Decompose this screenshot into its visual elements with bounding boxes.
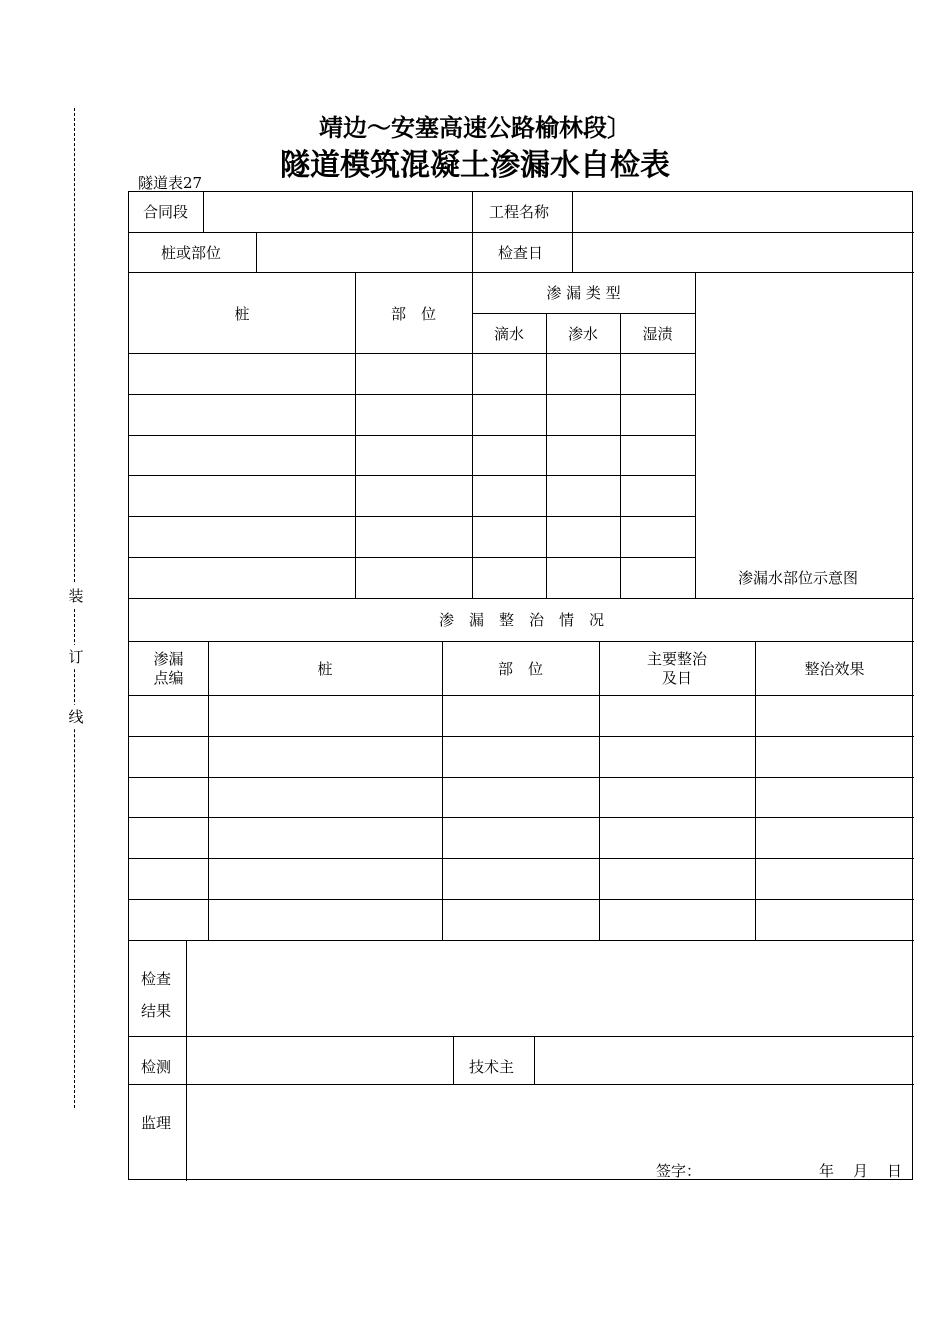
document-title-line1: 靖边～安塞高速公路榆林段〕 <box>319 114 631 142</box>
tech-chief-label: 技术主 <box>469 1058 515 1076</box>
col-part-header-2: 部 位 <box>497 660 543 678</box>
col-point-no-header-line1: 渗漏 <box>153 650 184 668</box>
leak-type-header: 渗 漏 类 型 <box>546 284 621 302</box>
rule <box>186 940 187 1181</box>
rule <box>129 1084 914 1085</box>
signature-label: 签字： <box>656 1162 702 1180</box>
year-label: 年 <box>819 1162 835 1180</box>
rule <box>208 641 209 940</box>
rule <box>129 736 914 737</box>
rule <box>453 1036 454 1084</box>
document-title-line2: 隧道模筑混凝土渗漏水自检表 <box>280 148 670 183</box>
col-pile-header: 桩 <box>234 305 250 323</box>
rule <box>472 313 695 314</box>
col-main-remediation-header-line1: 主要整治 <box>646 650 707 668</box>
rule <box>472 192 473 598</box>
type-drip-header: 滴水 <box>493 325 524 343</box>
rule <box>129 858 914 859</box>
rule <box>755 641 756 940</box>
rule <box>129 272 914 273</box>
rule <box>572 192 573 272</box>
col-effect-header: 整治效果 <box>804 660 865 678</box>
contract-section-label: 合同段 <box>143 203 189 221</box>
month-label: 月 <box>853 1162 869 1180</box>
form-number: 隧道表27 <box>138 174 203 192</box>
supervisor-label: 监理 <box>141 1114 172 1132</box>
col-main-remediation-header-line2: 及日 <box>661 669 692 687</box>
col-part-header: 部 位 <box>390 305 436 323</box>
binding-char-xian: 线 <box>66 705 86 729</box>
rule <box>620 313 621 598</box>
sketch-area-label: 渗漏水部位示意图 <box>738 569 859 587</box>
rule <box>129 232 914 233</box>
inspector-label: 检测 <box>141 1058 172 1076</box>
col-pile-header-2: 桩 <box>317 660 333 678</box>
rule <box>203 192 204 232</box>
type-wet-header: 湿渍 <box>642 325 673 343</box>
rule <box>695 272 696 598</box>
remediation-section-title: 渗 漏 整 治 情 况 <box>438 611 604 629</box>
project-name-label: 工程名称 <box>489 203 550 221</box>
rule <box>546 313 547 598</box>
rule <box>129 475 695 476</box>
col-point-no-header-line2: 点编 <box>153 669 184 687</box>
rule <box>256 232 257 272</box>
rule <box>442 641 443 940</box>
rule <box>129 641 914 642</box>
binding-char-ding: 订 <box>66 645 86 669</box>
rule <box>129 1036 914 1037</box>
pile-or-part-label: 桩或部位 <box>161 244 222 262</box>
rule <box>129 353 695 354</box>
rule <box>129 598 914 599</box>
rule <box>129 695 914 696</box>
inspection-date-label: 检查日 <box>498 244 544 262</box>
type-seep-header: 渗水 <box>567 325 598 343</box>
rule <box>129 940 914 941</box>
rule <box>534 1036 535 1084</box>
check-result-label-line1: 检查 <box>141 970 172 988</box>
binding-char-zhuang: 装 <box>66 584 86 608</box>
day-label: 日 <box>887 1162 903 1180</box>
rule <box>129 394 695 395</box>
rule <box>129 435 695 436</box>
binding-line <box>74 108 75 1108</box>
rule <box>129 777 914 778</box>
rule <box>129 516 695 517</box>
check-result-label-line2: 结果 <box>141 1002 172 1020</box>
inspection-form <box>128 191 913 1180</box>
rule <box>129 817 914 818</box>
rule <box>129 899 914 900</box>
rule <box>129 557 695 558</box>
